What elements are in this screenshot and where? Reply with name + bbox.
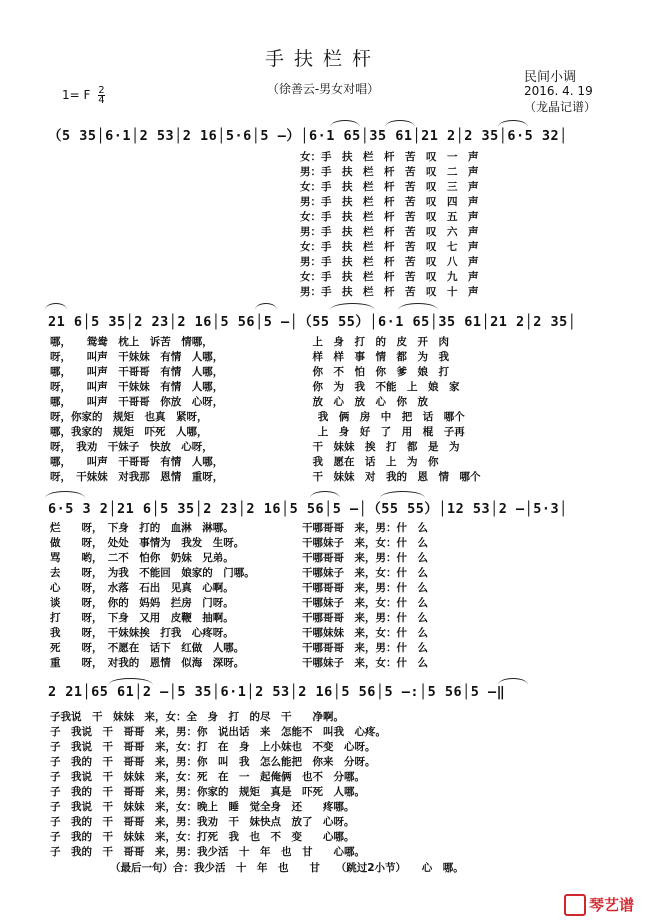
lyric-line: 男：手 扶 栏 杆 苦 叹 八 声 [300, 256, 479, 268]
key-label: 1= F [62, 88, 91, 102]
lyric-line: 女：手 扶 栏 杆 苦 叹 一 声 [300, 151, 479, 163]
lyric-line: 男：手 扶 栏 杆 苦 叹 四 声 [300, 196, 479, 208]
lyric-line: 子 我的 干 哥哥 来，男：你 叫 我 怎么能把 你来 分呀。 [50, 756, 376, 768]
lyric-line: 做 呀， 处处 事情为 我发 生呀。 干哪妹子 来，女：什 么 [50, 537, 428, 549]
lyric-line: 哪， 鸳鸯 枕上 诉苦 情哪， 上 身 打 的 皮 开 肉 [50, 336, 449, 348]
lyric-line: 哪， 叫声 干哥哥 有情 人哪， 我 愿在 话 上 为 你 [50, 456, 439, 468]
song-subtitle: （徐善云-男女对唱） [266, 82, 380, 96]
lyric-line: 子 我的 干 妹妹 来，女：打死 我 也 不 变 心哪。 [50, 831, 355, 843]
lyric-line: 哪， 叫声 干哥哥 有情 人哪， 你 不 怕 你 爹 娘 打 [50, 366, 449, 378]
lyric-line: 骂 哟， 二不 怕你 奶妹 兄弟。 干哪哥哥 来，男：什 么 [50, 552, 428, 564]
watermark-logo [564, 894, 634, 917]
lyric-line: 呀， 叫声 干妹妹 有情 人哪， 样 样 事 情 都 为 我 [50, 351, 449, 363]
lyric-line: 谈 呀， 你的 妈妈 拦房 门呀。 干哪妹子 来，女：什 么 [50, 597, 428, 609]
lyric-line: 子 我的 干 哥哥 来，男：我劝 干 妹快点 放了 心呀。 [50, 816, 355, 828]
lyric-line: 子 我说 干 哥哥 来，男：你 说出话 来 怎能不 叫我 心疼。 [50, 726, 386, 738]
notation-line-2: 21 6│5 35│2 23│2 16│5 56│5 –│（55 55）│6·1 65│35 61│21 2│2 35│ [48, 314, 577, 330]
lyric-line: 呀， 我劝 干妹子 快放 心呀， 干 妹妹 挨 打 都 是 为 [50, 441, 460, 453]
logo-icon [564, 894, 586, 916]
key-signature [62, 86, 105, 105]
notation-line-1: （5 35│6·1│2 53│2 16│5·6│5 –）│6·1 65│35 61│21 2│2 35│6·5 32│ [48, 128, 568, 144]
lyric-line: 女：手 扶 栏 杆 苦 叹 七 声 [300, 241, 479, 253]
lyric-line: 女：手 扶 栏 杆 苦 叹 九 声 [300, 271, 479, 283]
lyric-line: 女：手 扶 栏 杆 苦 叹 三 声 [300, 181, 479, 193]
lyric-line: 呀，你家的 规矩 也真 紧呀， 我 俩 房 中 把 话 哪个 [50, 411, 465, 423]
lyric-line: 哪， 叫声 干哥哥 你放 心呀， 放 心 放 心 你 放 [50, 396, 428, 408]
lyric-line: 子 我说 干 妹妹 来，女：晚上 睡 觉全身 还 疼哪。 [50, 801, 355, 813]
time-signature [98, 86, 104, 105]
genre-label: 民间小调 [524, 70, 577, 85]
lyric-line: 呀， 叫声 干妹妹 有情 人哪， 你 为 我 不能 上 娘 家 [50, 381, 460, 393]
time-denominator: 4 [98, 95, 105, 106]
lyric-line: 男：手 扶 栏 杆 苦 叹 二 声 [300, 166, 479, 178]
lyric-line: 哪，我家的 规矩 吓死 人哪， 上 身 好 了 用 棍 子再 [50, 426, 465, 438]
lyric-line: 子 我的 干 哥哥 来，男：我少活 十 年 也 甘 心哪。 [50, 846, 365, 858]
lyric-line: 我 呀， 干妹妹挨 打我 心疼呀。 干哪妹妹 来，女：什 么 [50, 627, 428, 639]
lyric-line: 烂 呀， 下身 打的 血淋 淋哪。 干哪哥哥 来，男：什 么 [50, 522, 428, 534]
notation-line-3: 6·5 3 2│21 6│5 35│2 23│2 16│5 56│5 –│（55 55）│12 53│2 –│5·3│ [48, 501, 568, 517]
notation-line-4: 2 21│65 61│2 –│5 35│6·1│2 53│2 16│5 56│5 –:│5 56│5 –‖ [48, 684, 506, 700]
lyric-line: 子 我的 干 哥哥 来，男：你家的 规矩 真是 吓死 人哪。 [50, 786, 365, 798]
date-label: 2016. 4. 19 [524, 84, 593, 98]
coda-line: （最后一句）合：我少活 十 年 也 甘 （跳过2小节） 心 哪。 [110, 862, 464, 874]
credit-label: （龙晶记谱） [524, 100, 597, 114]
lyric-line: 打 呀， 下身 又用 皮鞭 抽啊。 干哪哥哥 来，男：什 么 [50, 612, 428, 624]
lyric-line: 心 呀， 水落 石出 见真 心啊。 干哪哥哥 来，男：什 么 [50, 582, 428, 594]
watermark-text: 琴艺谱 [588, 895, 634, 914]
lyric-line: 子 我说 干 哥哥 来，女：打 在 身 上小妹也 不变 心呀。 [50, 741, 376, 753]
time-numerator: 2 [98, 85, 105, 96]
lyric-line: 子我说 干 妹妹 来，女：全 身 打 的尽 干 净啊。 [50, 711, 344, 723]
song-title: 手扶栏杆 [264, 48, 381, 70]
lyric-line: 重 呀， 对我的 恩情 似海 深呀。 干哪妹子 来，女：什 么 [50, 657, 428, 669]
lyric-line: 呀， 干妹妹 对我那 恩情 重呀， 干 妹妹 对 我的 恩 情 哪个 [50, 471, 481, 483]
lyric-line: 女：手 扶 栏 杆 苦 叹 五 声 [300, 211, 479, 223]
lyric-line: 死 呀， 不愿在 话下 红做 人哪。 干哪哥哥 来，男：什 么 [50, 642, 428, 654]
lyric-line: 子 我说 干 妹妹 来，女：死 在 一 起俺俩 也不 分哪。 [50, 771, 365, 783]
lyric-line: 男：手 扶 栏 杆 苦 叹 六 声 [300, 226, 479, 238]
lyric-line: 男：手 扶 栏 杆 苦 叹 十 声 [300, 286, 479, 298]
lyric-line: 去 呀， 为我 不能回 娘家的 门哪。 干哪妹子 来，女：什 么 [50, 567, 428, 579]
